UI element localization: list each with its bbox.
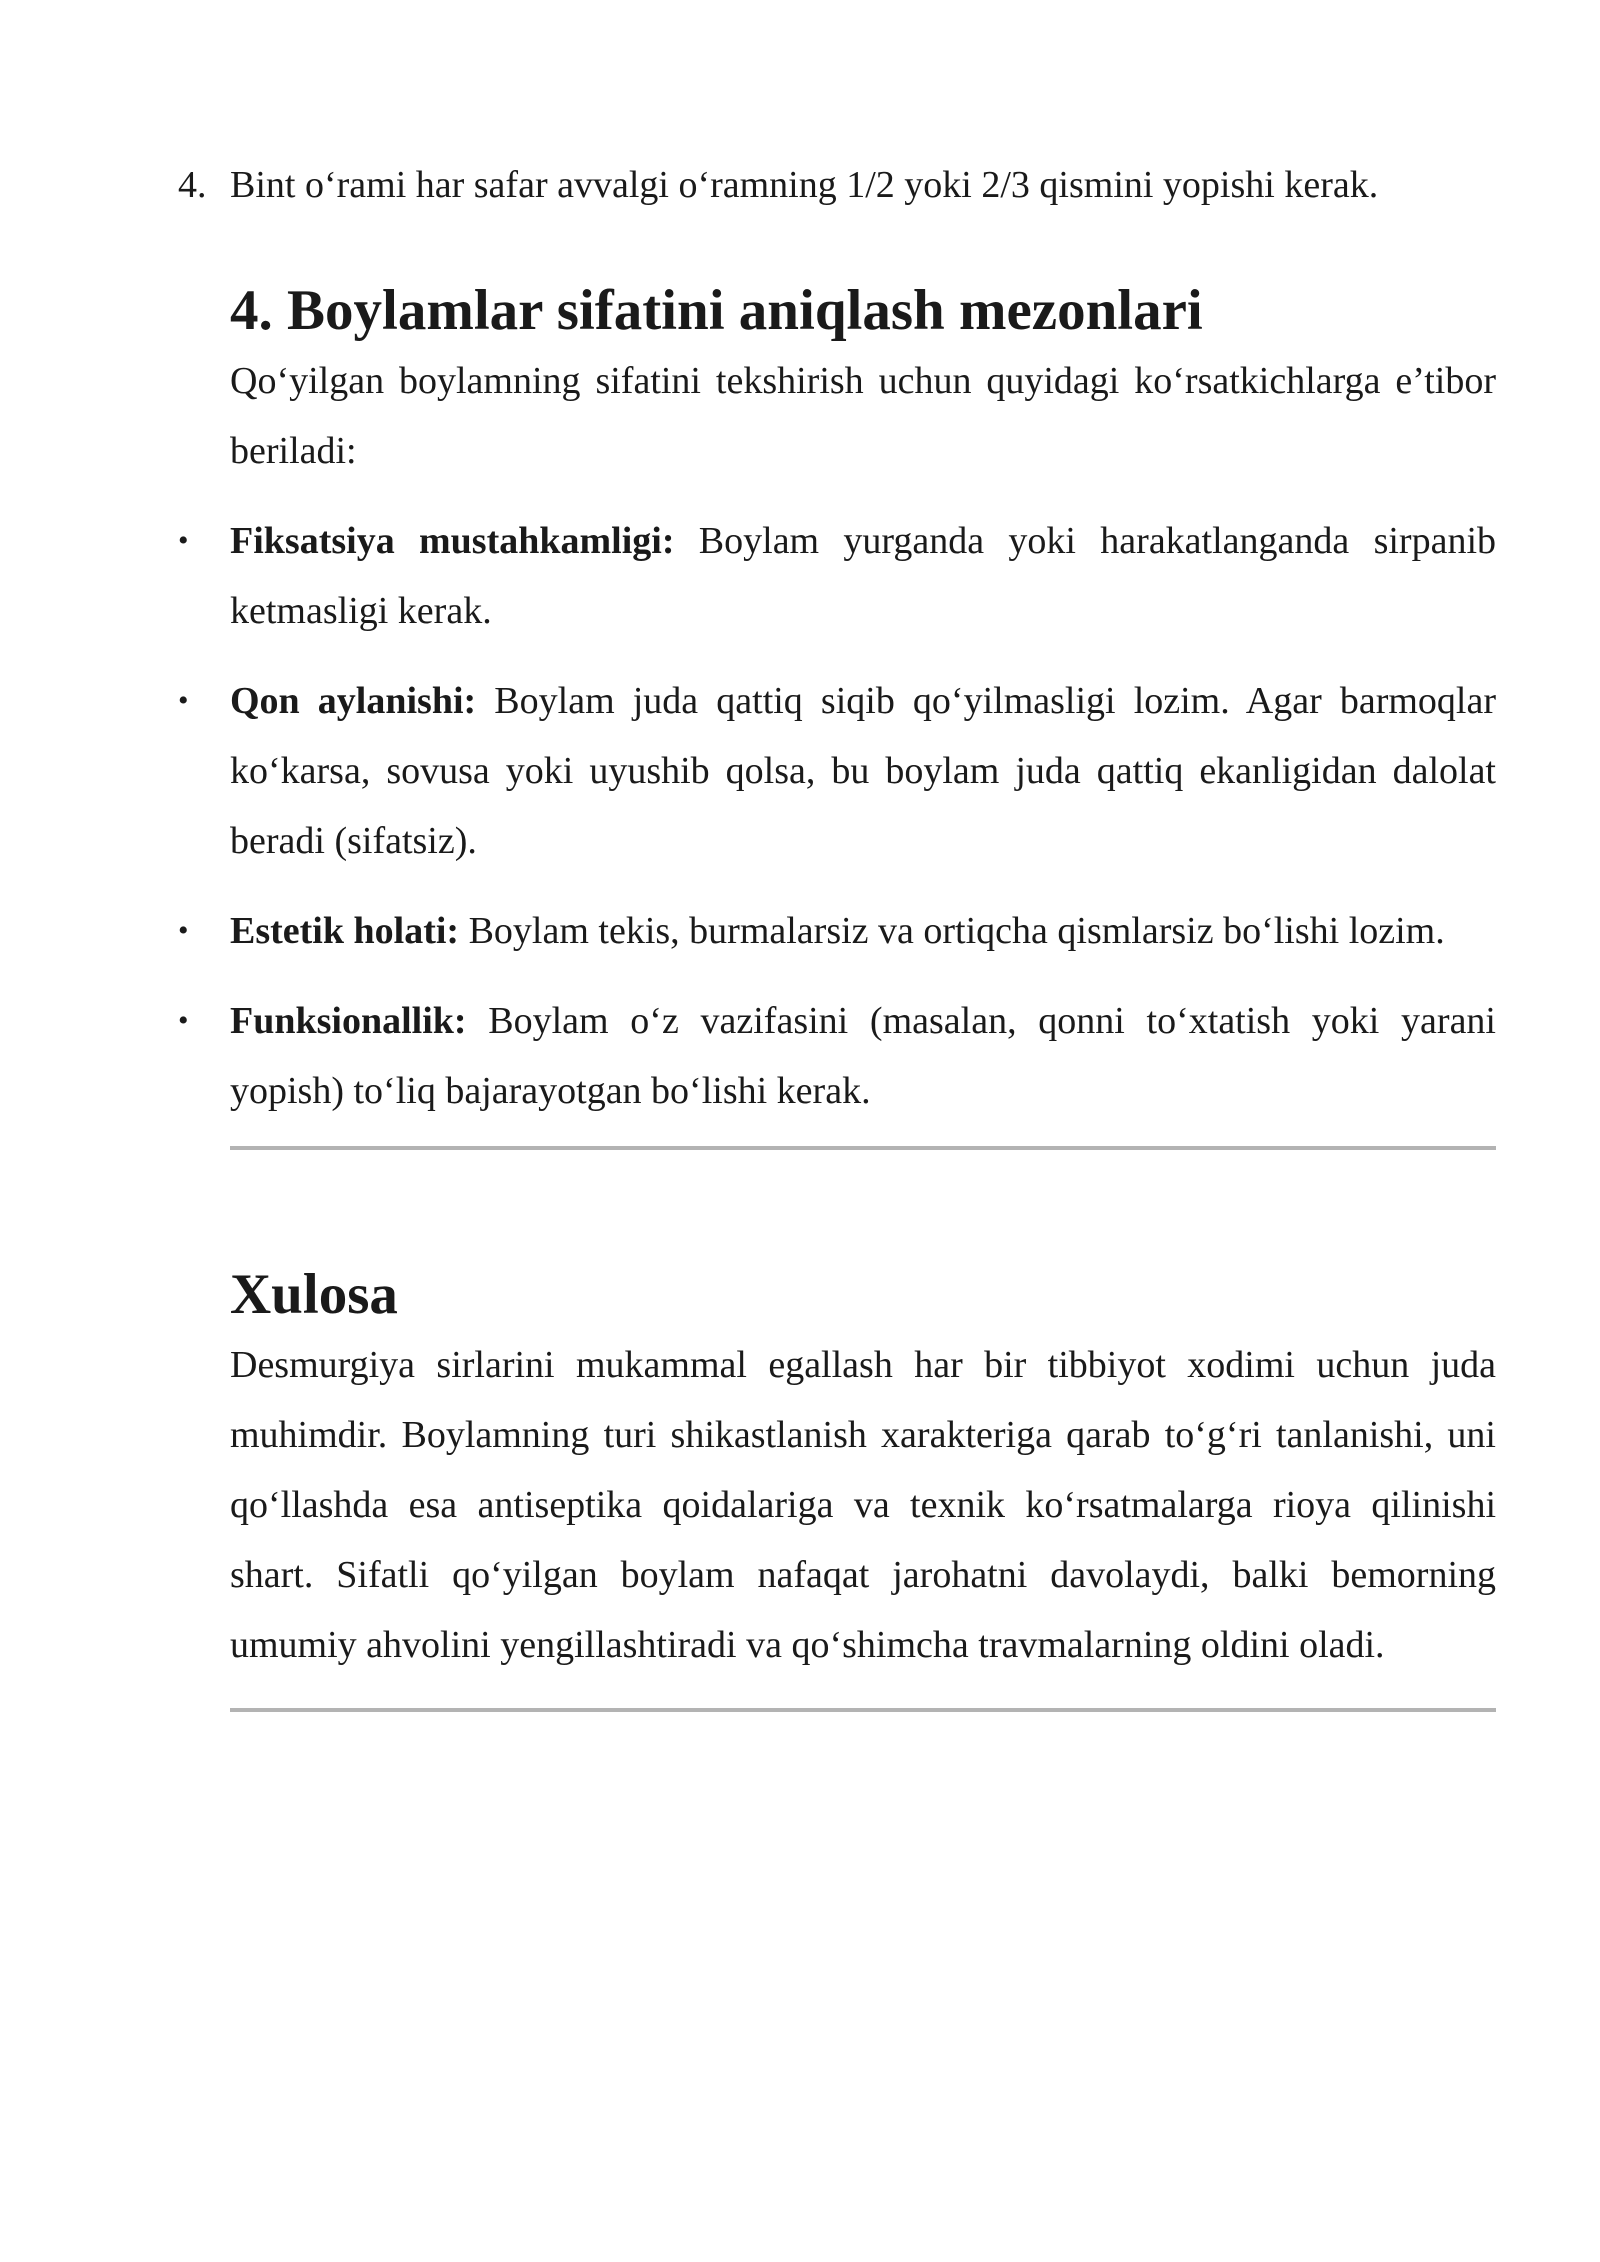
criteria-text: Boylam o‘z vazifasini (masalan, qonni to‘xtatish yoki yarani yopish) to‘liq bajarayotgan bo‘lishi kerak. — [230, 1000, 1496, 1112]
criteria-item — [178, 506, 1496, 646]
criteria-term: Fiksatsiya mustahkamligi: — [230, 520, 675, 562]
criteria-list — [178, 506, 1496, 1126]
conclusion-heading: Xulosa — [230, 1263, 398, 1326]
bullet-icon: • — [178, 684, 189, 717]
section-intro: Qo‘yilgan boylamning sifatini tekshirish uchun quyidagi ko‘rsatkichlarga e’tibor beriladi: — [230, 360, 1496, 472]
bullet-icon: • — [178, 914, 189, 947]
document-content — [178, 150, 1496, 1712]
horizontal-divider — [230, 1708, 1496, 1712]
bullet-icon: • — [178, 1004, 189, 1037]
criteria-item — [178, 986, 1496, 1126]
list-item-text: Bint o‘rami har safar avvalgi o‘ramning 1/2 yoki 2/3 qismini yopishi kerak. — [230, 164, 1379, 206]
criteria-item — [178, 896, 1496, 966]
list-number: 4. — [178, 164, 207, 206]
numbered-list-item — [178, 150, 1496, 220]
criteria-term: Estetik holati: — [230, 910, 460, 952]
bullet-icon: • — [178, 524, 189, 557]
section-heading: 4. Boylamlar sifatini aniqlash mezonlari — [230, 279, 1203, 342]
criteria-text: Boylam juda qattiq siqib qo‘yilmasligi lozim. Agar barmoqlar ko‘karsa, sovusa yoki uyushib qolsa, bu boylam juda qattiq ekanligidan dalolat beradi (sifatsiz). — [230, 680, 1496, 862]
criteria-item — [178, 666, 1496, 876]
horizontal-divider — [230, 1146, 1496, 1150]
criteria-text: Boylam tekis, burmalarsiz va ortiqcha qismlarsiz bo‘lishi lozim. — [459, 910, 1445, 952]
criteria-term: Funksionallik: — [230, 1000, 467, 1042]
criteria-term: Qon aylanishi: — [230, 680, 477, 722]
conclusion-text: Desmurgiya sirlarini mukammal egallash har bir tibbiyot xodimi uchun juda muhimdir. Boylamning turi shikastlanish xarakteriga qarab to‘g‘ri tanlanishi, uni qo‘llashda esa antiseptika qoidalariga va texnik ko‘rsatmalarga rioya qilinishi shart. Sifatli qo‘yilgan boylam nafaqat jarohatni davolaydi, balki bemorning umumiy ahvolini yengillashtiradi va qo‘shimcha travmalarning oldini oladi. — [230, 1344, 1496, 1666]
criteria-text: Boylam yurganda yoki harakatlanganda sirpanib ketmasligi kerak. — [230, 520, 1496, 632]
